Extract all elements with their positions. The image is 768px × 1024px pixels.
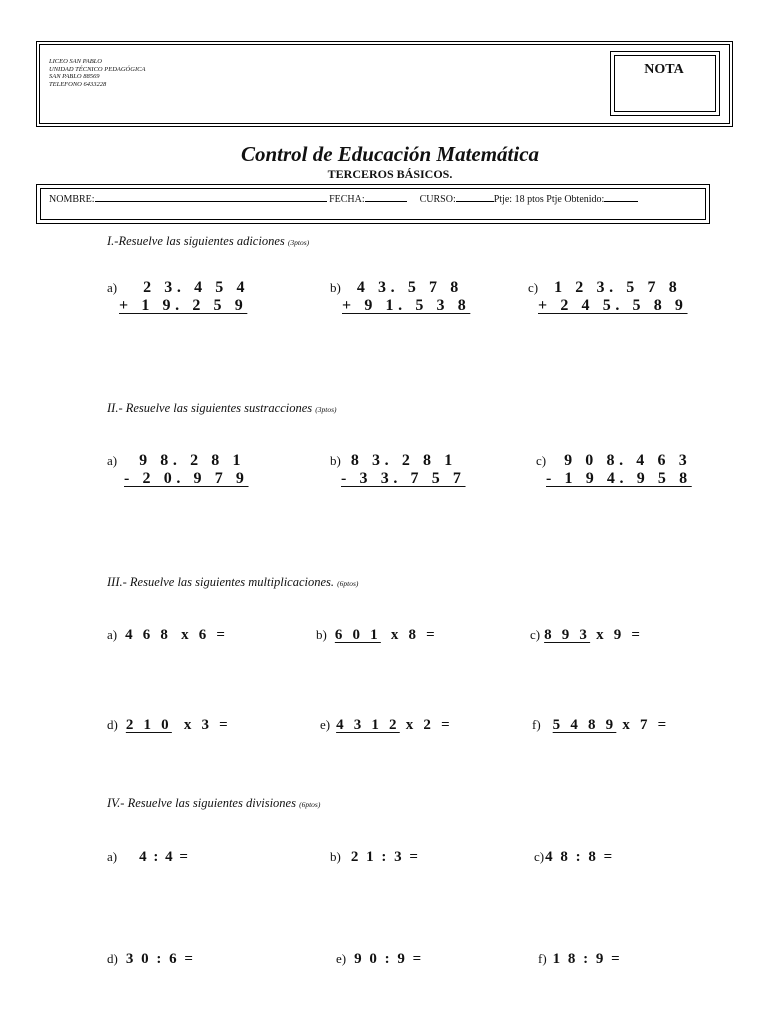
curso-label: CURSO: (419, 194, 456, 205)
problem-bottom-number: - 2 0. 9 7 9 (124, 470, 249, 487)
multiplication-problem-d (107, 716, 231, 734)
problem-label: a) (107, 849, 118, 864)
problem-label: a) (107, 280, 118, 295)
section-title-sustracciones: II.- Resuelve las siguientes sustracciones (3ptos) (107, 401, 337, 415)
student-info-row (49, 193, 638, 205)
page-title: Control de Educación Matemática (240, 142, 540, 166)
section-points: (6ptos) (299, 800, 321, 809)
subtraction-problem-a (107, 452, 249, 488)
subtraction-problem-b (330, 452, 466, 488)
section-title-multiplicaciones: III.- Resuelve las siguientes multiplicaciones. (6ptos) (107, 575, 359, 589)
section-points: (3ptos) (287, 238, 310, 247)
problem-label: b) (316, 627, 327, 642)
problem-top-number: 9 0 8. 4 6 3 (564, 452, 692, 469)
problem-label: f) (538, 951, 547, 966)
problem-label: c) (530, 627, 541, 642)
problem-bottom-number: - 1 9 4. 9 5 8 (546, 470, 692, 487)
fecha-label: FECHA: (329, 194, 365, 205)
problem-label: b) (330, 849, 341, 864)
nombre-label: NOMBRE: (49, 194, 95, 205)
problem-number: 4 6 8 (125, 627, 172, 643)
problem-top-number: 1 2 3. 5 7 8 (554, 279, 682, 296)
division-problem-b (330, 848, 420, 866)
problem-number: 2 1 0 (125, 717, 172, 733)
multiplication-problem-a (107, 626, 228, 644)
problem-expression: 1 8 : 9 = (552, 951, 622, 967)
nombre-field[interactable] (95, 193, 327, 202)
nota-label: NOTA (644, 62, 684, 77)
problem-top-number: 8 3. 2 8 1 (350, 452, 457, 469)
fecha-field[interactable] (365, 193, 407, 202)
problem-label: c) (536, 453, 547, 468)
problem-label: f) (532, 717, 541, 732)
multiplication-problem-e (320, 716, 453, 734)
school-line: TELEFONO 6433228 (49, 80, 107, 88)
problem-bottom-number: + 9 1. 5 3 8 (342, 297, 471, 314)
problem-label: e) (336, 951, 347, 966)
problem-number: 8 9 3 (544, 627, 591, 643)
problem-label: e) (320, 717, 331, 732)
problem-operator: x 6 = (181, 627, 229, 643)
problem-label: d) (107, 717, 118, 732)
problem-operator: x 9 = (596, 627, 644, 643)
ptje-label: Ptje: 18 ptos (493, 194, 544, 205)
multiplication-problem-f (532, 716, 669, 734)
page-subtitle: TERCEROS BÁSICOS. (327, 167, 453, 181)
problem-label: a) (107, 453, 118, 468)
section-title-adiciones: I.-Resuelve las siguientes adiciones (3ptos) (107, 234, 310, 248)
school-line: UNIDAD TÉCNICO PEDAGÓGICA (49, 65, 146, 73)
problem-operator: x 2 = (405, 717, 453, 733)
problem-bottom-number: + 2 4 5. 5 8 9 (538, 297, 688, 314)
problem-label: b) (330, 453, 341, 468)
section-points: (3ptos) (315, 405, 337, 414)
division-problem-e (336, 950, 423, 968)
division-problem-f (538, 950, 622, 968)
problem-label: d) (107, 951, 118, 966)
school-line: LICEO SAN PABLO (49, 58, 102, 65)
problem-bottom-number: - 3 3. 7 5 7 (341, 470, 466, 487)
problem-expression: 3 0 : 6 = (125, 951, 195, 967)
problem-label: c) (528, 280, 539, 295)
problem-number: 5 4 8 9 (552, 717, 617, 733)
multiplication-problem-b (316, 626, 438, 644)
addition-problem-c (528, 279, 688, 315)
division-problem-d (107, 950, 195, 968)
problem-operator: x 3 = (183, 717, 231, 733)
problem-top-number: 4 3. 5 7 8 (356, 279, 463, 296)
problem-expression: 4 8 : 8 = (545, 849, 615, 865)
school-line: SAN PABLO 88569 (49, 73, 100, 81)
school-info (49, 58, 145, 88)
problem-operator: x 7 = (622, 717, 670, 733)
problem-top-number: 2 3. 4 5 4 (143, 279, 250, 296)
problem-bottom-number: + 1 9. 2 5 9 (119, 297, 248, 314)
addition-problem-b (330, 279, 470, 315)
problem-label: b) (330, 280, 341, 295)
problem-expression: 9 0 : 9 = (354, 951, 424, 967)
ptje-obtenido-label: Ptje Obtenido: (546, 194, 605, 205)
problem-expression: 2 1 : 3 = (350, 849, 420, 865)
ptje-obtenido-field[interactable] (604, 193, 638, 202)
addition-problem-a (107, 279, 249, 315)
problem-expression: 4 : 4 = (139, 849, 190, 865)
division-problem-c (534, 848, 614, 866)
problem-top-number: 9 8. 2 8 1 (139, 452, 246, 469)
section-title-divisiones: IV.- Resuelve las siguientes divisiones (6ptos) (107, 796, 321, 810)
subtraction-problem-c (536, 452, 692, 488)
problem-number: 4 3 1 2 (336, 717, 400, 733)
multiplication-problem-c (530, 626, 643, 644)
problem-label: c) (534, 849, 545, 864)
problem-operator: x 8 = (390, 627, 438, 643)
curso-field[interactable] (456, 193, 494, 202)
problem-label: a) (107, 627, 118, 642)
problem-number: 6 0 1 (334, 627, 381, 643)
division-problem-a (107, 848, 189, 866)
section-points: (6ptos) (337, 579, 359, 588)
